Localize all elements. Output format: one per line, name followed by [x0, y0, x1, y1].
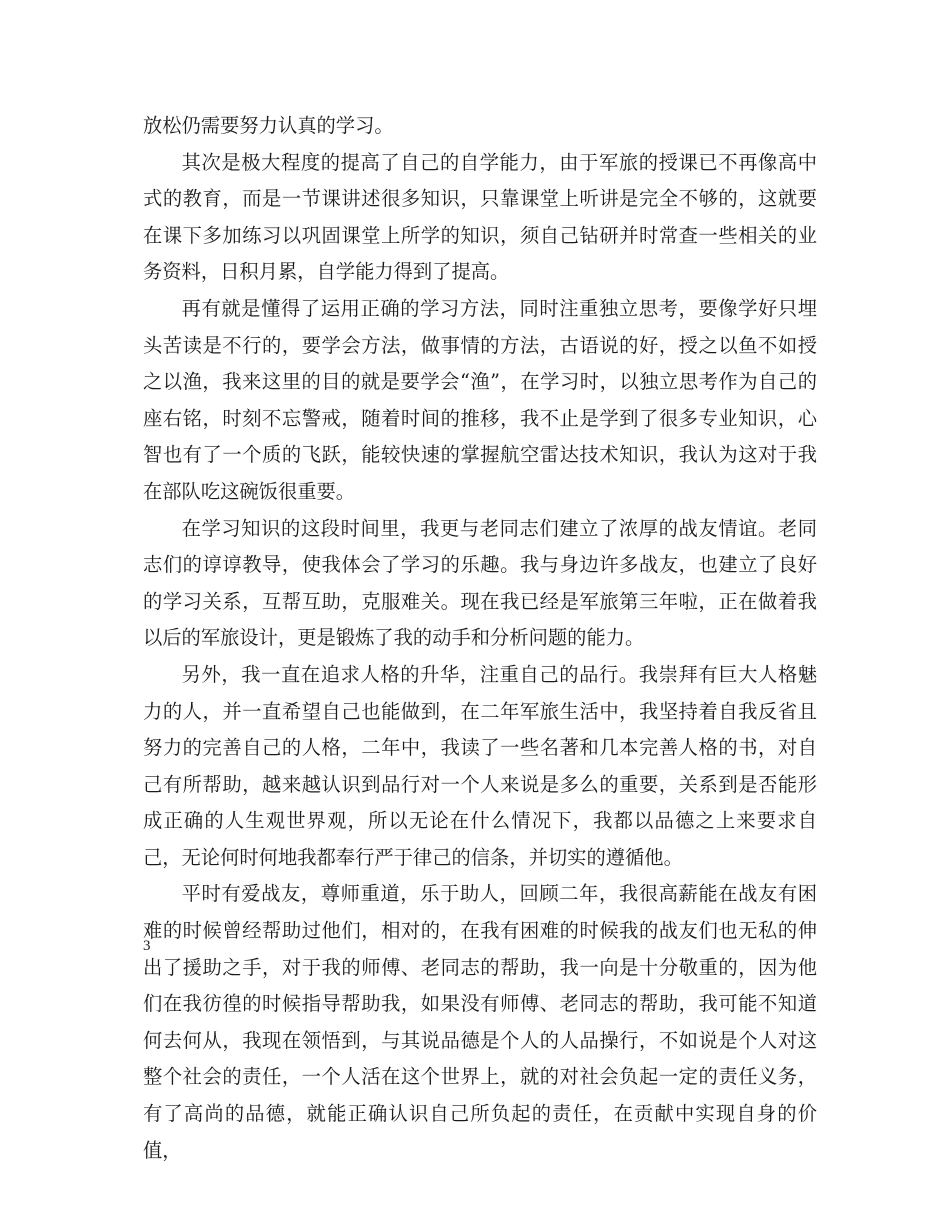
- paragraph-character: 另外，我一直在追求人格的升华，注重自己的品行。我崇拜有巨大人格魅力的人，并一直希望自己也能做到，在二年军旅生活中，我坚持着自我反省且努力的完善自己的人格，二年中，我读了一些名著和几本完善人格的书，对自己有所帮助，越来越认识到品行对一个人来说是多么的重要，关系到是否能形成正确的人生观世界观，所以无论在什么情况下，我都以品德之上来要求自己，无论何时何地我都奉行严于律己的信条，并切实的遵循他。: [143, 662, 817, 869]
- document-body: [143, 108, 817, 1169]
- paragraph-learning-method: 再有就是懂得了运用正确的学习方法，同时注重独立思考，要像学好只埋头苦读是不行的，要学会方法，做事情的方法，古语说的好，授之以鱼不如授之以渔，我来这里的目的就是要学会“渔”，在学习时，以独立思考作为自己的座右铭，时刻不忘警戒，随着时间的推移，我不止是学到了很多专业知识，心智也有了一个质的飞跃，能较快速的掌握航空雷达技术知识，我认为这对于我在部队吃这碗饭很重要。: [143, 296, 817, 503]
- page-number: 3: [143, 938, 151, 954]
- paragraph-comradeship: 在学习知识的这段时间里，我更与老同志们建立了浓厚的战友情谊。老同志们的谆谆教导，使我体会了学习的乐趣。我与身边许多战友，也建立了良好的学习关系，互帮互助，克服难关。现在我已经是军旅第三年啦，正在做着我以后的军旅设计，更是锻炼了我的动手和分析问题的能力。: [143, 516, 817, 650]
- paragraph-continuation: 放松仍需要努力认真的学习。: [143, 114, 394, 137]
- paragraph-helping-others: 平时有爱战友，尊师重道，乐于助人，回顾二年，我很高薪能在战友有困难的时候曾经帮助过他们，相对的，在我有困难的时候我的战友们也无私的伸出了援助之手，对于我的师傅、老同志的帮助，我一向是十分敬重的，因为他们在我彷徨的时候指导帮助我，如果没有师傅、老同志的帮助，我可能不知道何去何从，我现在领悟到，与其说品德是个人的人品操行，不如说是个人对这整个社会的责任，一个人活在这个世界上，就的对社会负起一定的责任义务，有了高尚的品德，就能正确认识自己所负起的责任，在贡献中实现自身的价值，: [143, 882, 817, 1162]
- paragraph-self-study: 其次是极大程度的提高了自己的自学能力，由于军旅的授课已不再像高中式的教育，而是一节课讲述很多知识，只靠课堂上听讲是完全不够的，这就要在课下多加练习以巩固课堂上所学的知识，须自己钻研并时常查一些相关的业务资料，日积月累，自学能力得到了提高。: [143, 150, 817, 284]
